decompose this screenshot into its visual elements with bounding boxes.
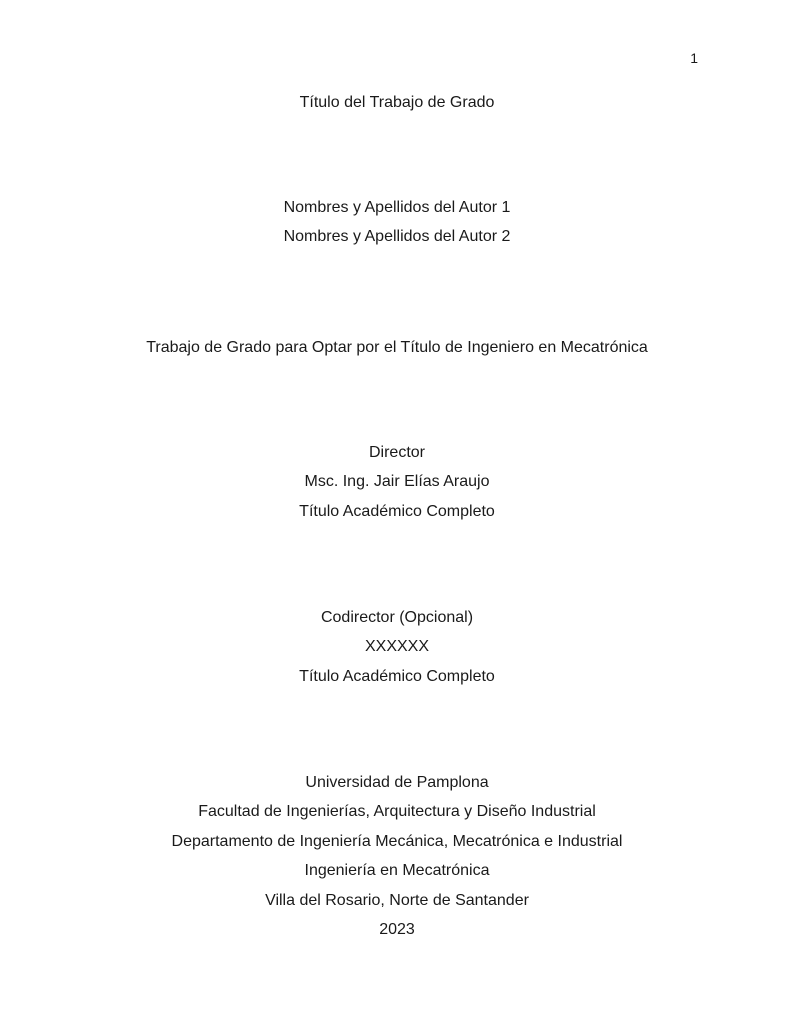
faculty-name: Facultad de Ingenierías, Arquitectura y Diseño Industrial — [198, 803, 596, 821]
codirector-name: XXXXXX — [364, 638, 430, 656]
authors-block — [48, 193, 746, 252]
year-line: 2023 — [379, 921, 415, 939]
page-number: 1 — [690, 50, 698, 66]
director-block — [48, 438, 746, 526]
thesis-title: Título del Trabajo de Grado — [299, 94, 495, 111]
university-name: Universidad de Pamplona — [305, 774, 489, 791]
codirector-label: Codirector (Opcional) — [320, 609, 474, 626]
author-line-2: Nombres y Apellidos del Autor 2 — [283, 228, 511, 246]
codirector-block — [48, 603, 746, 691]
director-academic-title: Título Académico Completo — [299, 502, 495, 520]
director-label: Director — [368, 444, 425, 461]
location-line: Villa del Rosario, Norte de Santander — [265, 891, 529, 909]
institution-block — [48, 768, 746, 944]
department-name: Departamento de Ingeniería Mecánica, Mecatrónica e Industrial — [171, 832, 623, 850]
author-line-1: Nombres y Apellidos del Autor 1 — [283, 199, 511, 216]
program-name: Ingeniería en Mecatrónica — [304, 862, 490, 880]
degree-statement: Trabajo de Grado para Optar por el Título de Ingeniero en Mecatrónica — [146, 339, 648, 356]
codirector-academic-title: Título Académico Completo — [299, 667, 495, 685]
director-name: Msc. Ing. Jair Elías Araujo — [304, 473, 490, 491]
